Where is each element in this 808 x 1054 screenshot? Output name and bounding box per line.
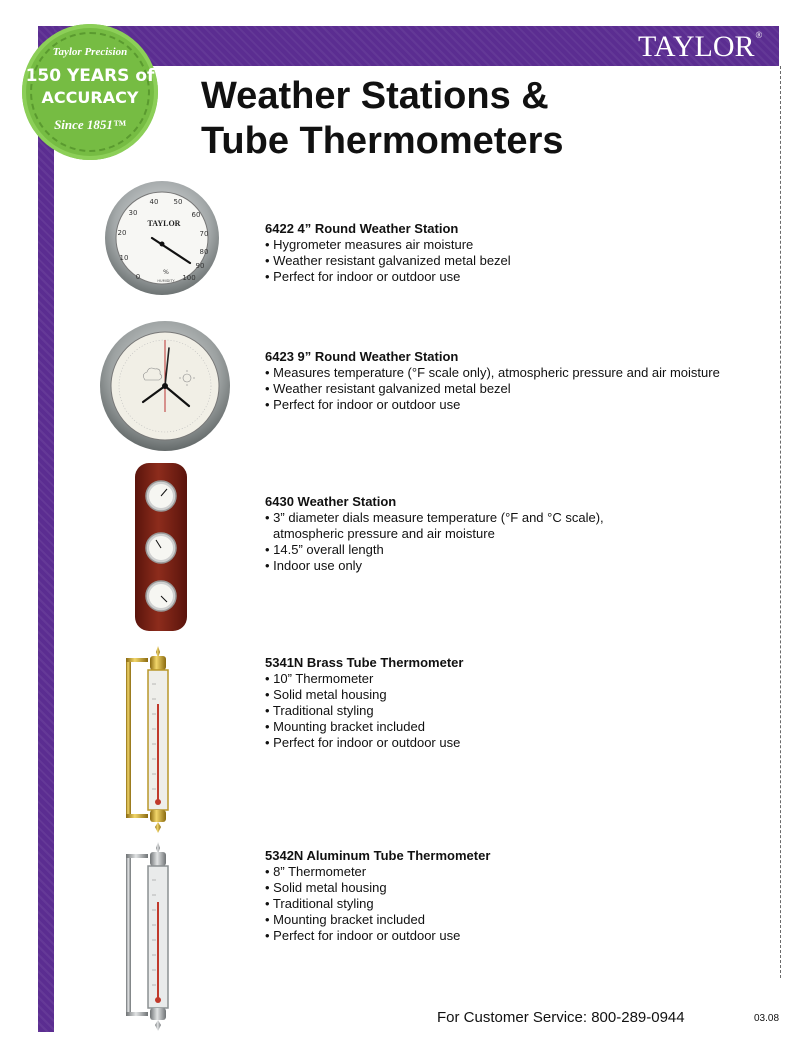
product-6430 (265, 494, 604, 574)
dial-tick-90: 90 (195, 262, 205, 270)
left-border-band (38, 26, 54, 1032)
dial-tick-50: 50 (173, 198, 183, 206)
product-bullet: • Indoor use only (265, 558, 363, 573)
seal-line-2: 150 YEARS of (25, 66, 155, 86)
page-title (201, 74, 761, 164)
product-bullet: • Measures temperature (°F scale only), atmospheric pressure and air moisture (265, 365, 720, 380)
seal-line-1: Taylor Precision (52, 46, 128, 58)
product-6422 (265, 221, 511, 285)
product-name: 6422 4” Round Weather Station (265, 221, 459, 236)
product-bullet: • Perfect for indoor or outdoor use (265, 735, 461, 750)
seal-line-3: ACCURACY (41, 88, 139, 107)
product-bullet: • Solid metal housing (265, 880, 387, 895)
seal-line-4: Since 1851™ (54, 117, 126, 132)
product-bullet: • Hygrometer measures air moisture (265, 237, 474, 252)
dial-brand: TAYLOR (147, 219, 181, 228)
dial-tick-80: 80 (199, 248, 209, 256)
product-bullet: • Perfect for indoor or outdoor use (265, 269, 461, 284)
page-title-line-1: Weather Stations & (201, 75, 549, 117)
product-bullet: • Solid metal housing (265, 687, 387, 702)
dial-tick-20: 20 (117, 229, 127, 237)
dial-tick-0: 0 (135, 273, 141, 281)
dial-tick-100: 100 (182, 274, 196, 282)
product-bullet: • 10” Thermometer (265, 671, 374, 686)
product-5342n (265, 848, 490, 944)
product-image-5341n (124, 644, 184, 834)
dial-unit: % (163, 269, 169, 276)
product-name: 5341N Brass Tube Thermometer (265, 655, 464, 670)
product-6423 (265, 349, 720, 413)
right-dashed-border (780, 66, 781, 978)
product-bullet: • 3” diameter dials measure temperature (°F and °C scale), (265, 510, 604, 525)
product-image-6423 (99, 320, 231, 452)
customer-service-line: For Customer Service: 800-289-0944 (437, 1009, 685, 1026)
product-image-6422 (104, 180, 220, 296)
dial-tick-60: 60 (191, 211, 201, 219)
dial-tick-70: 70 (199, 230, 209, 238)
product-bullet: • 14.5” overall length (265, 542, 384, 557)
product-bullet: • Traditional styling (265, 896, 374, 911)
page-title-line-2: Tube Thermometers (201, 120, 564, 162)
product-bullet: • Weather resistant galvanized metal bezel (265, 381, 511, 396)
anniversary-seal (22, 24, 158, 160)
product-bullet: • Weather resistant galvanized metal bezel (265, 253, 511, 268)
product-image-6430 (134, 462, 188, 632)
product-bullet: • Traditional styling (265, 703, 374, 718)
taylor-logo: TAYLOR® (638, 30, 763, 63)
dial-label: HUMIDITY (157, 279, 175, 283)
dial-tick-10: 10 (119, 254, 129, 262)
dial-tick-30: 30 (128, 209, 138, 217)
product-bullet: • Mounting bracket included (265, 912, 425, 927)
product-bullet: • Perfect for indoor or outdoor use (265, 397, 461, 412)
product-bullet-continued: atmospheric pressure and air moisture (273, 526, 495, 541)
product-bullet: • Perfect for indoor or outdoor use (265, 928, 461, 943)
product-bullet: • 8” Thermometer (265, 864, 367, 879)
revision-date: 03.08 (754, 1013, 780, 1024)
dial-tick-40: 40 (149, 198, 159, 206)
product-5341n (265, 655, 463, 751)
product-name: 6423 9” Round Weather Station (265, 349, 459, 364)
product-name: 5342N Aluminum Tube Thermometer (265, 848, 491, 863)
product-image-5342n (124, 840, 184, 1032)
product-bullet: • Mounting bracket included (265, 719, 425, 734)
product-name: 6430 Weather Station (265, 494, 397, 509)
